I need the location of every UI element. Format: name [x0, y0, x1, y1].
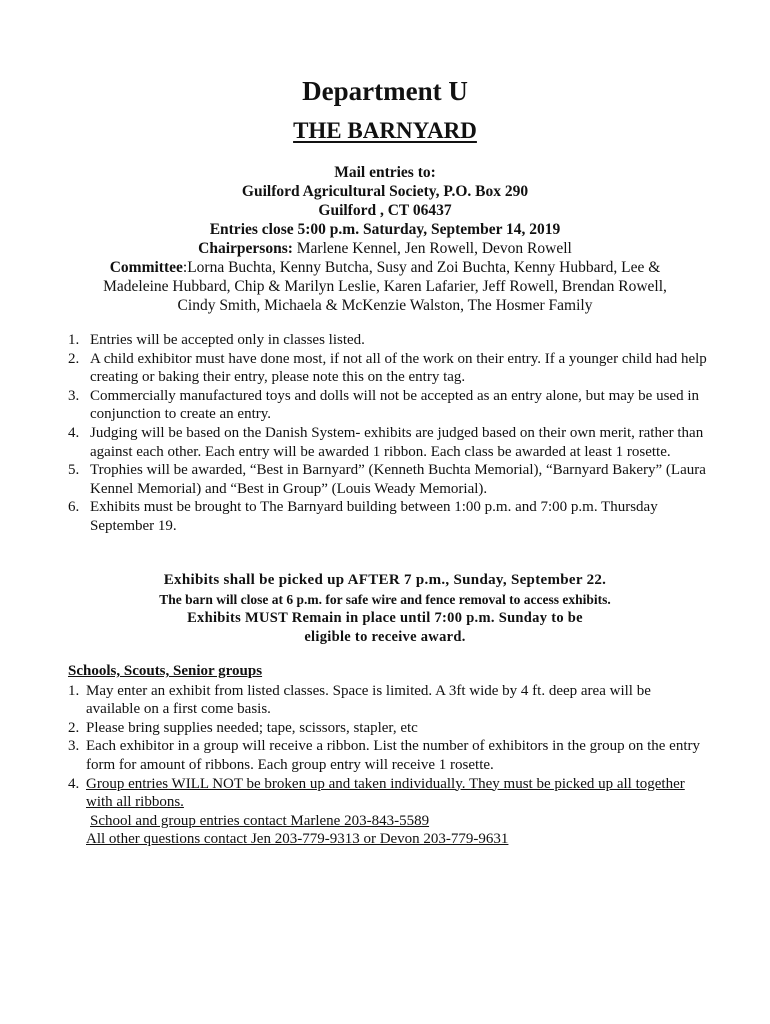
- header-block: [60, 163, 710, 315]
- rule-item: [68, 387, 708, 424]
- committee-names-2: Madeleine Hubbard, Chip & Marilyn Leslie, Karen Lafarier, Jeff Rowell, Brendan Rowell,: [103, 278, 667, 295]
- group-rule-item: [68, 775, 708, 812]
- committee-label: Committee: [109, 259, 183, 276]
- rule-number: 3.: [68, 387, 80, 404]
- group-rule-item: [68, 737, 708, 774]
- chairpersons-names: Marlene Kennel, Jen Rowell, Devon Rowell: [292, 240, 572, 257]
- pickup-notice: [60, 571, 710, 647]
- mailing-address-line1: Guilford Agricultural Society, P.O. Box 290: [241, 183, 529, 200]
- group-rule-text: May enter an exhibit from listed classes. Space is limited. A 3ft wide by 4 ft. deep area will be available on a first come basis.: [86, 682, 651, 718]
- pickup-notice-line3: Exhibits MUST Remain in place until 7:00 p.m. Sunday to be: [187, 610, 583, 626]
- group-rule-text: Please bring supplies needed; tape, scissors, stapler, etc: [86, 719, 418, 736]
- chairpersons-label: Chairpersons:: [198, 240, 293, 257]
- committee-names-3: Cindy Smith, Michaela & McKenzie Walston, The Hosmer Family: [177, 297, 593, 314]
- mailing-address-line2: Guilford , CT 06437: [318, 202, 452, 219]
- rule-text: Commercially manufactured toys and dolls will not be accepted as an entry alone, but may be used in conjunction to create an entry.: [90, 387, 699, 423]
- group-contact: School and group entries contact Marlene 203-843-5589: [90, 812, 430, 829]
- rule-text: Judging will be based on the Danish System- exhibits are judged based on their own merit, rather than against each other. Each entry will be awarded 1 ribbon. Each class be awarded at least 1 rosette.: [90, 424, 704, 460]
- rule-text: Trophies will be awarded, “Best in Barnyard” (Kenneth Buchta Memorial), “Barnyard Bakery” (Laura Kennel Memorial) and “Best in Group” (Louis Weady Memorial).: [90, 462, 706, 497]
- rule-item: [68, 461, 708, 498]
- pickup-notice-line2: The barn will close at 6 p.m. for safe wire and fence removal to access exhibits.: [159, 592, 611, 607]
- groups-heading: Schools, Scouts, Senior groups: [68, 663, 263, 679]
- group-rule-number: 2.: [68, 719, 80, 736]
- rule-item: [68, 331, 708, 350]
- chairpersons-line: [60, 239, 710, 258]
- rule-number: 5.: [68, 462, 80, 479]
- group-rule-item: [68, 682, 708, 719]
- group-rule-number: 1.: [68, 682, 80, 699]
- group-rule-item: [68, 719, 708, 738]
- pickup-notice-line4: eligible to receive award.: [304, 629, 466, 645]
- groups-section: [68, 662, 708, 849]
- general-contact: All other questions contact Jen 203-779-9313 or Devon 203-779-9631: [86, 831, 509, 848]
- rule-number: 6.: [68, 499, 80, 516]
- rule-text: Exhibits must be brought to The Barnyard building between 1:00 p.m. and 7:00 p.m. Thursday September 19.: [90, 499, 658, 534]
- rule-text: Entries will be accepted only in classes listed.: [90, 332, 365, 348]
- committee-line1: [60, 258, 710, 277]
- rule-number: 2.: [68, 350, 80, 367]
- rule-item: [68, 350, 708, 387]
- committee-names-1: :Lorna Buchta, Kenny Butcha, Susy and Zoi Buchta, Kenny Hubbard, Lee &: [182, 259, 661, 276]
- group-rule-number: 4.: [68, 775, 80, 792]
- rule-item: [68, 424, 708, 461]
- rule-number: 1.: [68, 332, 80, 348]
- entry-deadline: Entries close 5:00 p.m. Saturday, September 14, 2019: [209, 221, 561, 238]
- page-subtitle: THE BARNYARD: [293, 118, 477, 143]
- group-rule-text: Each exhibitor in a group will receive a ribbon. List the number of exhibitors in the group on the entry form for amount of ribbons. Each group entry will receive 1 rosette.: [86, 738, 701, 773]
- rule-item: [68, 498, 708, 535]
- pickup-notice-line1: Exhibits shall be picked up AFTER 7 p.m., Sunday, September 22.: [163, 572, 607, 588]
- group-rule-number: 3.: [68, 738, 80, 755]
- group-rule-text: Group entries WILL NOT be broken up and taken individually. They must be picked up all together with all ribbons.: [86, 775, 685, 811]
- rule-text: A child exhibitor must have done most, if not all of the work on their entry. If a younger child had help creating or baking their entry, please note this on the entry tag.: [90, 350, 707, 386]
- page-title: Department U: [302, 76, 468, 106]
- mail-entries-label: Mail entries to:: [334, 164, 436, 181]
- rule-number: 4.: [68, 424, 80, 441]
- rules-list: [68, 331, 708, 536]
